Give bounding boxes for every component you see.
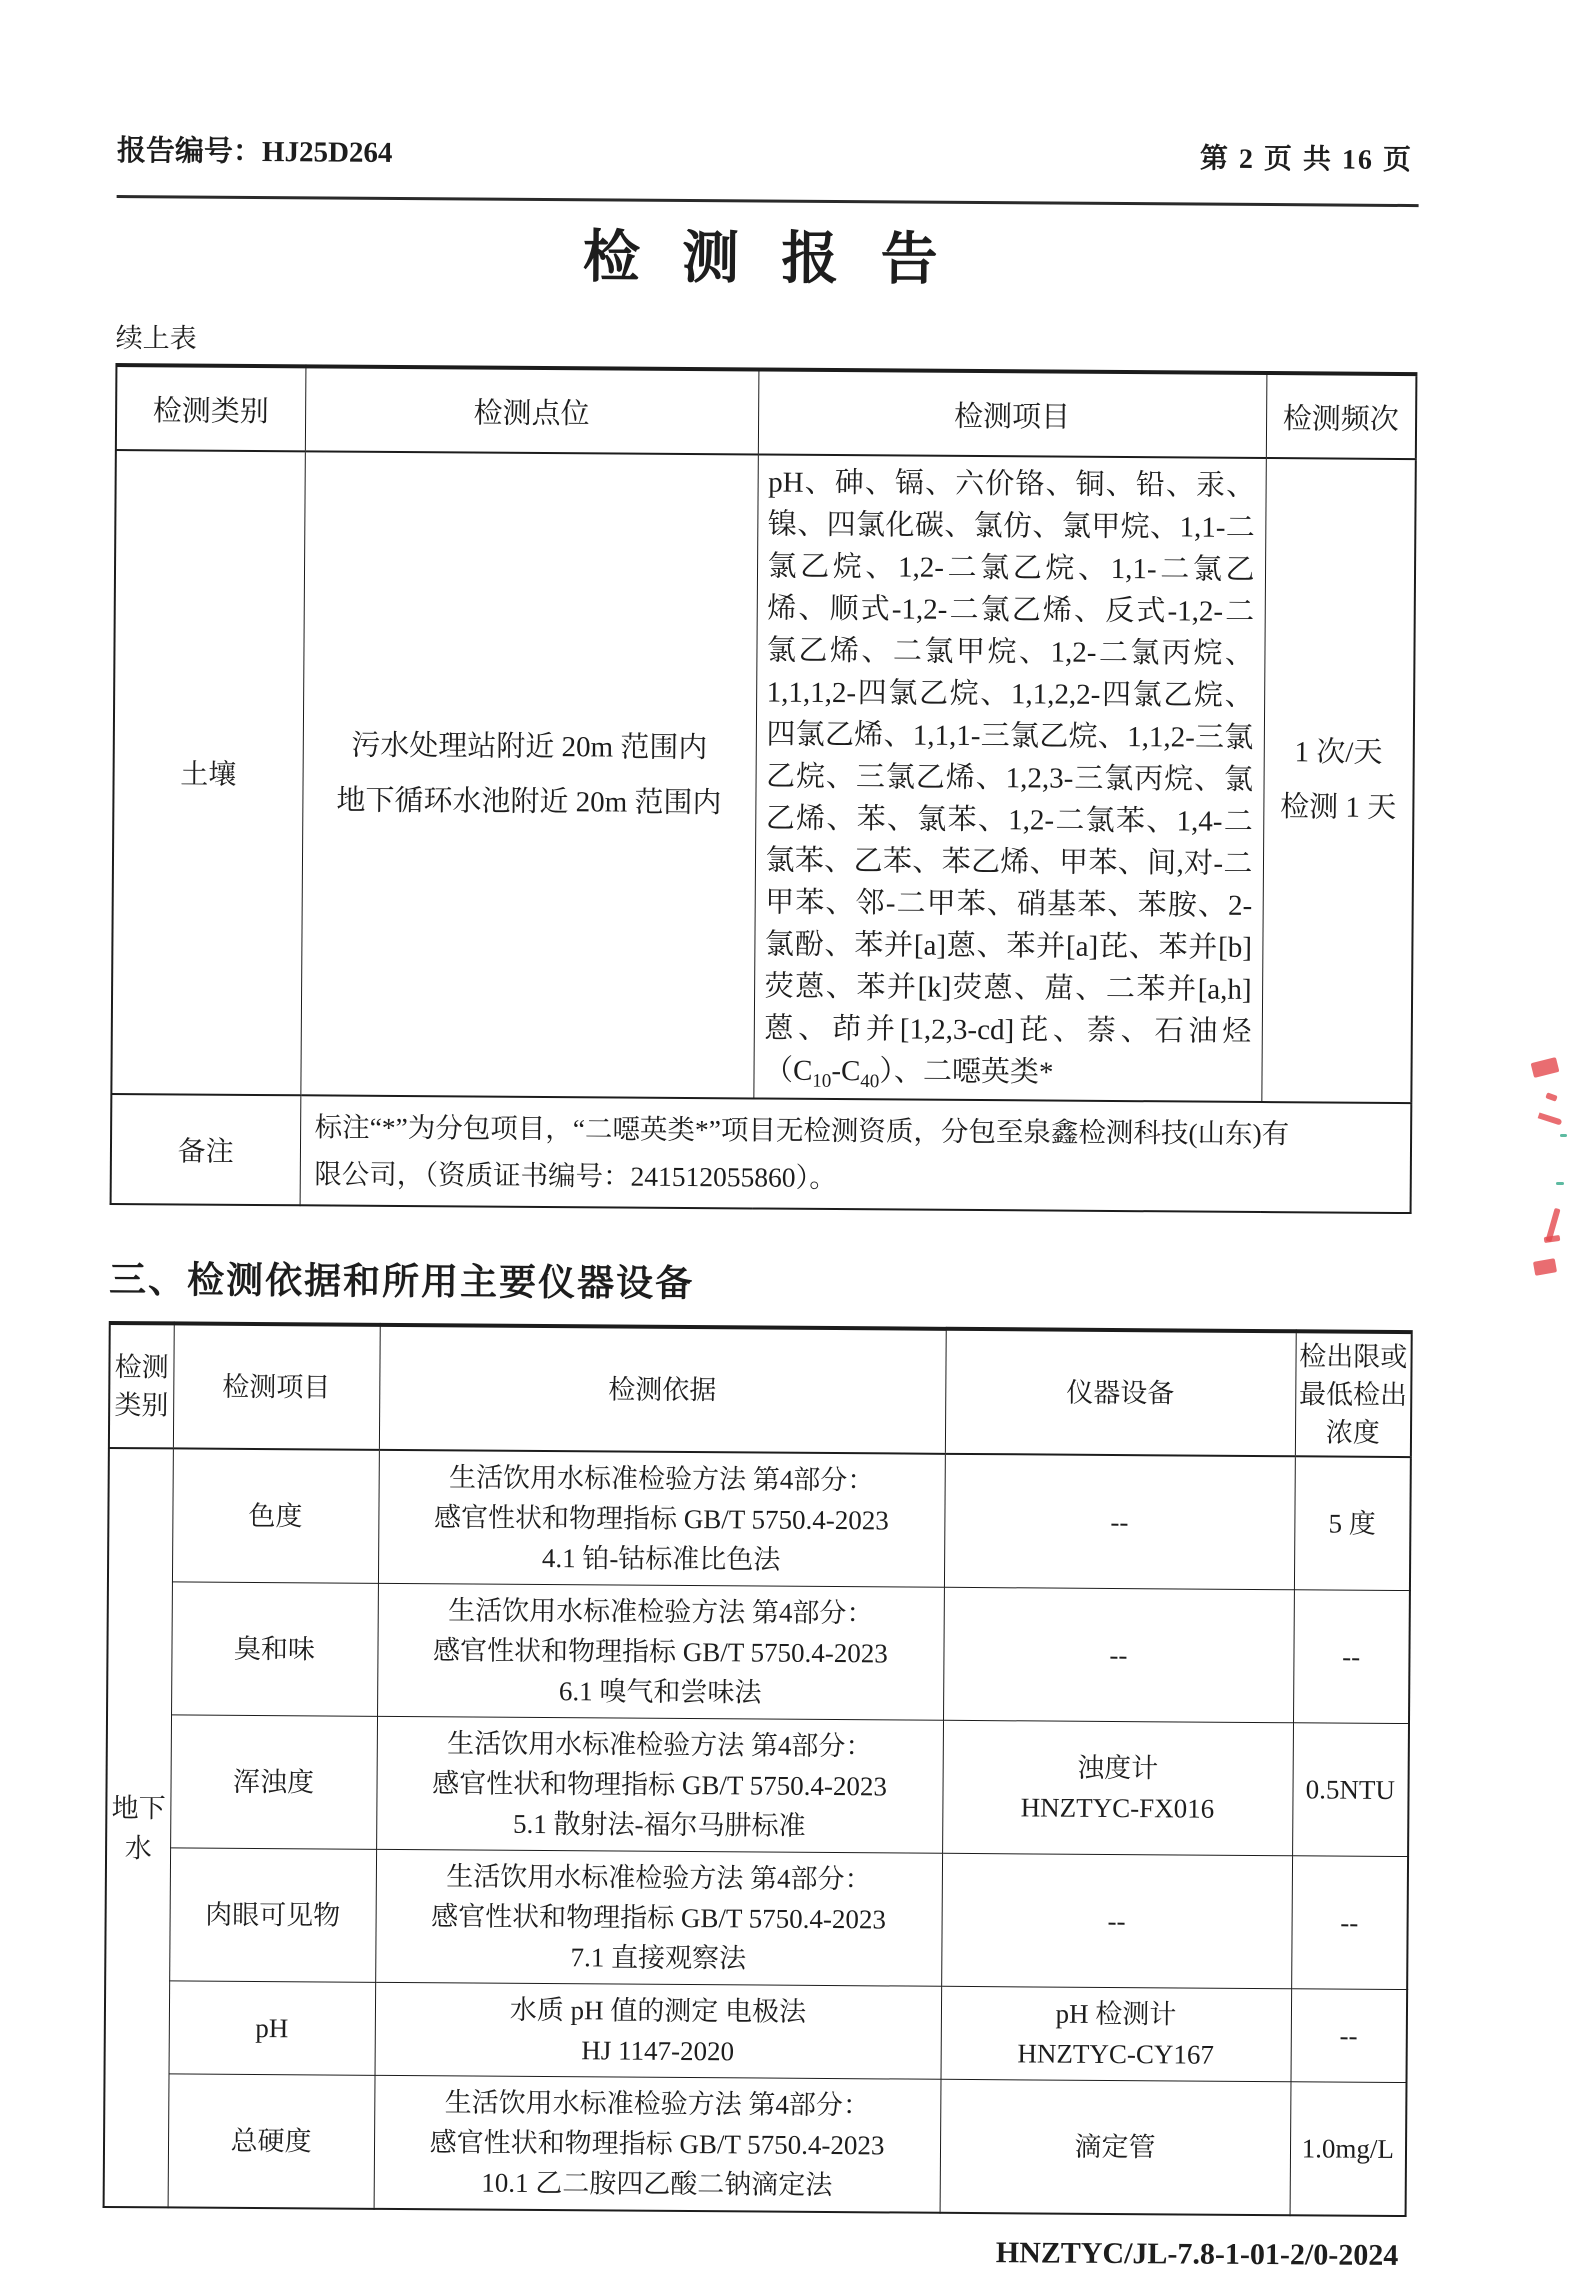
instrument-line: -- [1110,1506,1129,1538]
method-basis [375,1982,942,2079]
report-number-value: HJ25D264 [261,136,393,169]
col-header-location: 检测点位 [305,366,759,454]
document-code: HNZTYC/JL-7.8-1-01-2/0-2024 [995,2236,1399,2272]
test-items-list [753,454,1265,1102]
green-ink-mark [1556,1182,1564,1185]
basis-line: 水质 pH 值的测定 电极法 [509,1994,807,2027]
groundwater-category: 地下水 [104,1448,173,2207]
method-row-turbidity [106,1714,1409,1856]
method-basis [374,2075,941,2212]
remark-line-2: 限公司，（资质证书编号：241512055860）。 [314,1158,837,1194]
method-row-hardness [104,2073,1407,2216]
green-ink-mark [1560,1134,1567,1137]
method-instrument [940,2079,1291,2215]
instrument-line: -- [1109,1639,1128,1671]
basis-line: 4.1 铂-钴标准比色法 [541,1542,781,1575]
method-limit: -- [1290,1989,1407,2083]
method-item: 浑浊度 [170,1715,377,1849]
petroleum-close: ）、 [879,1055,924,1088]
basis-line: 10.1 乙二胺四乙酸二钠滴定法 [481,2167,833,2201]
method-row-visible [105,1847,1408,1989]
method-item: 总硬度 [168,2074,375,2209]
frequency-line-2: 检测 1 天 [1280,791,1397,824]
test-items-tail: 二噁英类* [922,1055,1054,1089]
method-limit: 5 度 [1294,1456,1411,1590]
instrument-line: -- [1107,1905,1126,1937]
method-limit: -- [1291,1856,1408,1990]
frequency-line-1: 1 次/天 [1294,736,1383,769]
basis-line: 生活饮用水标准检验方法 第4部分： [448,1595,874,1629]
petroleum-sub2: 40 [860,1071,880,1093]
remark-text [300,1095,1412,1213]
method-instrument [944,1454,1295,1590]
red-ink-mark [1533,1258,1557,1276]
remark-row [111,1094,1412,1213]
basis-line: 感官性状和物理指标 GB/T 5750.4-2023 [433,1502,889,1536]
basis-line: 生活饮用水标准检验方法 第4部分： [447,1728,873,1762]
location-line-2: 地下循环水池附近 20m 范围内 [336,784,722,820]
basis-line: 7.1 直接观察法 [570,1942,747,1974]
method-basis [375,1849,942,1986]
basis-line: 感官性状和物理指标 GB/T 5750.4-2023 [432,1635,888,1669]
test-frequency [1261,458,1415,1103]
method-instrument [941,1986,1292,2081]
report-number [117,128,393,171]
page-content [102,0,1420,2273]
method-item: pH [169,1981,376,2075]
soil-category: 土壤 [111,450,304,1095]
instrument-line: 滴定管 [1074,2131,1156,2163]
table-continuation-note: 续上表 [115,322,197,354]
method-instrument [942,1720,1293,1855]
red-ink-mark [1531,1057,1560,1078]
red-ink-mark [1538,1112,1563,1125]
col-header-frequency: 检测频次 [1266,373,1417,459]
method-row-odor [107,1581,1410,1723]
section-title: 三、检测依据和所用主要仪器设备 [108,1259,695,1306]
method-limit: 1.0mg/L [1290,2082,1407,2216]
basis-line: 生活饮用水标准检验方法 第4部分： [446,1861,872,1895]
basis-line: 5.1 散射法-福尔马肼标准 [512,1808,806,1841]
methods-table [103,1321,1413,2217]
basis-line: 6.1 嗅气和尝味法 [558,1676,762,1708]
col-header-item: 检测项目 [173,1323,380,1449]
method-item: 色度 [172,1448,379,1583]
remark-line-1: 标注“*”为分包项目，“二噁英类*”项目无检测资质，分包至泉鑫检测科技(山东)有 [314,1111,1290,1150]
monitoring-plan-table [110,363,1418,1214]
basis-line: 感官性状和物理指标 GB/T 5750.4-2023 [429,2127,885,2161]
col-header-items: 检测项目 [758,369,1267,458]
table2-header-row [109,1323,1412,1457]
col-header-category: 检测类别 [116,365,306,451]
petroleum-sub1: 10 [812,1070,832,1092]
method-basis [378,1450,945,1587]
method-limit: -- [1293,1590,1410,1724]
method-instrument [941,1853,1292,1988]
basis-line: 感官性状和物理指标 GB/T 5750.4-2023 [431,1901,887,1935]
red-ink-mark [1545,1092,1557,1101]
instrument-line: HNZTYC-FX016 [1020,1792,1215,1824]
method-row-sedu [108,1448,1411,1591]
method-basis [376,1716,943,1853]
page-indicator: 第 2 页 共 16 页 [1199,143,1414,177]
basis-line: 感官性状和物理指标 GB/T 5750.4-2023 [432,1768,888,1802]
page-header [117,0,1420,207]
location-line-1: 污水处理站附近 20m 范围内 [351,729,708,765]
basis-line: 生活饮用水标准检验方法 第4部分： [448,1462,875,1496]
instrument-line: HNZTYC-CY167 [1017,2038,1215,2070]
col-header-instrument: 仪器设备 [945,1329,1296,1456]
method-instrument [943,1587,1294,1722]
remark-label: 备注 [111,1094,301,1205]
col-header-limit: 检出限或最低检出浓度 [1295,1331,1412,1457]
instrument-line: pH 检测计 [1055,1998,1177,2030]
report-number-label: 报告编号： [116,134,263,169]
method-limit: 0.5NTU [1292,1723,1409,1857]
red-ink-mark [1544,1235,1561,1243]
table1-header-row [116,365,1417,459]
petroleum-mid: -C [831,1055,861,1088]
instrument-line: 浊度计 [1077,1752,1159,1784]
method-item: 肉眼可见物 [169,1848,376,1982]
basis-line: 生活饮用水标准检验方法 第4部分： [444,2087,871,2121]
basis-line: HJ 1147-2020 [581,2035,735,2067]
method-row-ph [105,1980,1408,2082]
test-items-text: pH、砷、镉、六价铬、铜、铅、汞、镍、四氯化碳、氯仿、氯甲烷、1,1-二氯乙烷、1,2-二氯乙烷、1,1-二氯乙烯、顺式-1,2-二氯乙烯、反式-1,2-二氯乙烯、二氯甲烷、1,2-二氯丙烷、1,1,1,2-四氯乙烷、1,1,2,2-四氯乙烷、四氯乙烯、1,1,1-三氯乙烷、1,1,2-三氯乙烷、三氯乙烯、1,2,3-三氯丙烷、氯乙烯、苯、氯苯、1,2-二氯苯、1,4-二氯苯、乙苯、苯乙烯、甲苯、间,对-二甲苯、邻-二甲苯、硝基苯、苯胺、2-氯酚、苯并[a]蒽、苯并[a]芘、苯并[b]荧蒽、苯并[k]荧蒽、䓛、二苯并[a,h]蒽、茚并[1,2,3-cd]芘、萘、石油烃 [764,466,1256,1048]
method-item: 臭和味 [171,1582,378,1716]
soil-row [111,450,1415,1103]
col-header-basis: 检测依据 [379,1325,946,1454]
method-basis [377,1583,944,1720]
petroleum-open: （C [763,1054,813,1087]
col-header-category2: 检测类别 [109,1323,174,1448]
sampling-locations [300,451,757,1098]
report-title: 检 测 报 告 [582,226,952,292]
